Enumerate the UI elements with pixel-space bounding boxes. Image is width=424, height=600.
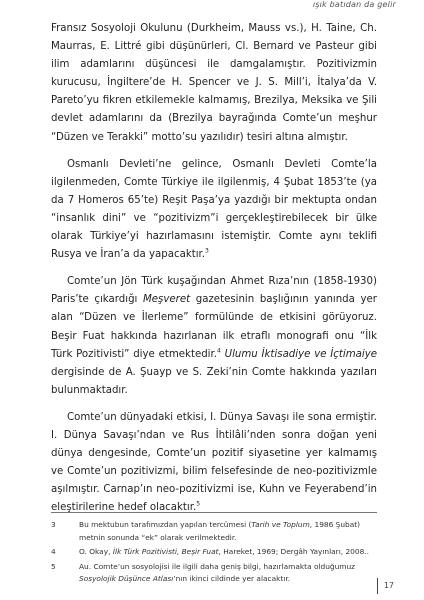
text-run: , 1986 Şubat) metnin sonunda “ek” olarak verilmektedir. <box>79 520 361 542</box>
text-run: O. Okay, <box>79 547 113 557</box>
text-run: Au. Comte’un sosyolojisi ile ilgili daha geniş bilgi, hazırlamakta olduğumuz <box>79 561 356 571</box>
text-run: Bu mektubun tarafımızdan yapılan tercümesi ( <box>79 520 252 529</box>
footnote-text <box>79 519 377 544</box>
paragraph <box>51 409 377 518</box>
footnote-number: 5 <box>51 561 56 571</box>
text-run: ’nın ikinci cildinde yer alacaktır. <box>173 574 291 584</box>
footnote <box>51 561 377 586</box>
text-run: , Hareket, 1969; Dergâh Yayınları, 2008.. <box>218 547 369 557</box>
italic-text: Sosyolojik Düşünce Atlası <box>79 574 174 584</box>
footnotes <box>51 512 377 588</box>
footnote-number: 3 <box>51 520 56 529</box>
italic-text: Ulumu İktisadiye ve İçtimaiye <box>224 348 377 360</box>
italic-text: İlk Türk Pozitivisti, Beşir Fuat <box>112 547 219 557</box>
body-text <box>51 20 377 526</box>
page-number: 17 <box>377 578 394 594</box>
footnote <box>51 546 377 559</box>
footnote-ref: 3 <box>205 247 209 255</box>
running-header: ışık batıdan da gelir <box>312 0 396 9</box>
footnote <box>51 519 377 544</box>
text-run: Comte’un dünyadaki etkisi, I. Dünya Savaşı ile sona ermiştir. I. Dünya Savaşı’ndan ve Rus İhtilâli’nden sonra doğan yeni dünya dengesinde, Comte’un pozitif siyasetine yer kalmamış ve Comte’un pozitivizmi, bilim felsefesinde de neo-pozitivizmle aşılmıştır. Carnap’ın neo-pozitivizmi ise, Kuhn ve Feyerabend’in eleştirilerine hedef olacaktır. <box>51 411 377 514</box>
text-run: Fransız Sosyoloji Okulunu (Durkheim, Mauss vs.), H. Taine, Ch. Maurras, E. Littré gibi düşünürleri, Cl. Bernard ve Pasteur gibi ilim adamlarını düşüncesi ile damgalamıştır. Pozitivizmin kurucusu, İngiltere’de H. Spencer ve J. S. Mill’i, İtalya’da V. Pareto’yu fikren etkilemekle kalmamış, Brezilya, Meksika ve Şili devlet adamlarını da (Brezilya bayrağında Comte’un meşhur “Düzen ve Terakki” motto’su yazılıdır) tesiri altına almıştır. <box>51 23 377 143</box>
footnote-ref: 5 <box>196 500 201 508</box>
footnote-number: 4 <box>51 547 56 557</box>
text-run: Osmanlı Devleti’ne gelince, Osmanlı Devleti Comte’la ilgilenmeden, Comte Türkiye ile ilgilenmiş, 4 Şubat 1853’te (ya da 7 Homeros 65’te) Reşit Paşa’ya yazdığı bir mektupta ondan “insanlık dini” ve “pozitivizm”i gerçekleştirebilecek bir ülke olarak Türkiye’yi hazırlamasını istemiştir. Comte aynı teklifi Rusya ve İran’a da yapacaktır. <box>51 158 377 261</box>
footnote-text <box>79 561 377 586</box>
paragraph <box>51 273 377 400</box>
footnote-ref: 4 <box>217 347 221 355</box>
paragraph <box>51 20 377 147</box>
text-run: Comte’un Jön Türk kuşağından Ahmet Rıza’nın (1858-1930) Paris’te çıkardığı <box>51 276 377 306</box>
italic-text: Meşveret <box>143 294 191 306</box>
paragraph <box>51 156 377 265</box>
italic-text: Tarih ve Toplum <box>251 520 310 529</box>
footnote-text <box>79 546 377 559</box>
text-run: dergisinde de A. Şuayp ve S. Zeki’nin Comte hakkında yazıları bulunmaktadır. <box>51 366 377 396</box>
text-run: gazetesinin başlığının yanında yer alan “Düzen ve İlerleme” formülünde de etkisini görüyoruz. Beşir Fuat hakkında hazırlanan ilk etraflı monografi onu “İlk Türk Pozitivisti” diye etmektedir. <box>51 294 377 360</box>
